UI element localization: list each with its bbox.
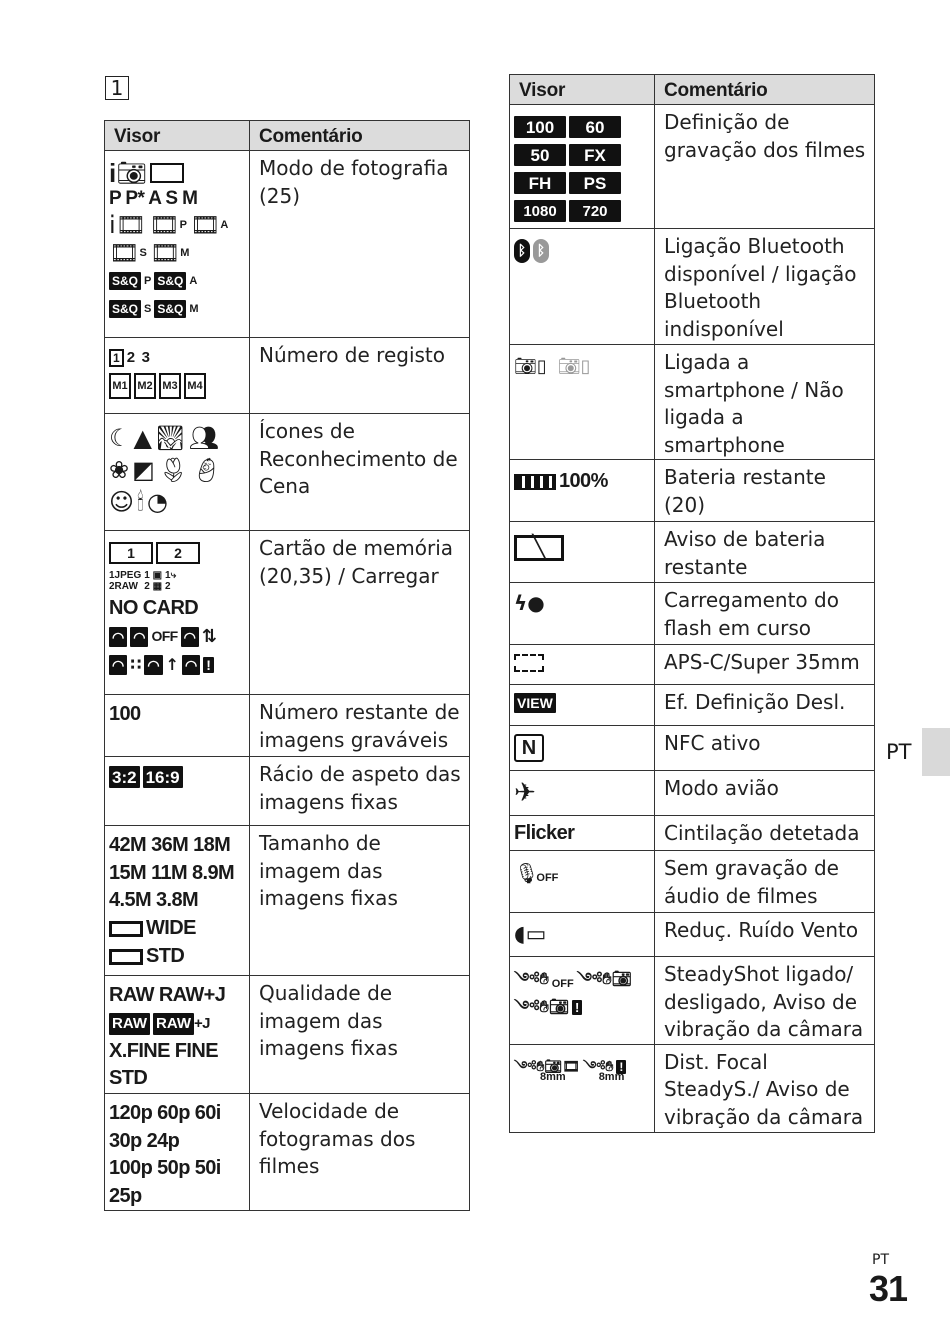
header-visor: Visor [105,121,250,151]
page-number: 31 [869,1268,908,1309]
comment-cell: Cartão de memória (20,35) / Carregar [250,531,470,695]
table-row [105,757,470,826]
sq-s-icon: S&Q [109,300,141,318]
focal-length-label: 8mm [540,1071,566,1083]
visor-cell [510,726,655,771]
frame-rate-line-3: 100p 50p 50i [109,1157,221,1179]
raw-jpeg-suffix: +J [194,1014,210,1032]
right-reference-table [509,74,875,1133]
memory-2-icon: M2 [134,373,156,399]
raw-jpeg-icon: RAW [153,1013,194,1035]
comment-cell: Sem gravação de áudio de filmes [655,851,875,913]
infant-icon: 👶︎ [191,456,222,484]
memory-3-icon: M3 [159,373,181,399]
recording-format-icons [109,567,244,595]
table-row [105,1094,470,1211]
upload-standby-icon: ◠ [109,655,127,675]
visor-cell [105,976,250,1094]
low-light-icon: ◔ [146,488,168,516]
comment-cell: Rácio de aspeto das imagens fixas [250,757,470,826]
sq-p-icon: S&Q [109,272,141,290]
visor-cell [510,851,655,913]
frame-rate-line-1: 120p 60p 60i [109,1102,221,1124]
std-label: STD [146,944,185,967]
image-sizes-line-3: 4.5M 3.8M [109,889,199,911]
visor-cell [510,583,655,645]
visor-cell [510,1044,655,1132]
sq-m-icon: S&Q [154,300,186,318]
aspect-3-2-icon: 3:2 [109,766,140,788]
portrait-group-icon: 👥︎ [188,424,219,452]
table-row [510,685,875,726]
night-scene-icon: ☾ [109,424,131,452]
steadyshot-off-label: OFF [551,977,574,990]
movie-s-icon: 🎞︎ S [109,239,147,267]
comment-cell: Definição de gravação dos filmes [655,105,875,229]
focal-warning-icon: ༺✋︎ [582,1058,614,1075]
frame-rate-line-2: 30p 24p [109,1129,180,1152]
battery-icon [514,474,556,490]
focal-warning-badge-icon: ! [616,1060,626,1074]
sq-a-icon: S&Q [154,272,186,290]
image-sizes-line-1: 42M 36M 18M [109,834,231,856]
table-row [510,771,875,816]
focal-length-icon: ༺✋︎📷︎🎞︎ [514,1058,580,1075]
quality-line-4: STD [109,1067,148,1089]
upload-progress-icon: ◠ [144,655,162,675]
footer-language: PT [872,1252,889,1268]
table-row [510,957,875,1045]
aps-c-icon [514,654,544,672]
no-card-label: NO CARD [109,597,199,619]
visor-cell [510,913,655,957]
quality-line-3: X.FINE FINE [109,1039,218,1062]
upload-icons-2 [109,651,244,679]
comment-cell: Modo avião [655,771,875,816]
visor-cell [510,771,655,816]
wide-panorama-icon [109,921,143,937]
std-panorama-icon [109,949,143,965]
visor-cell [510,645,655,685]
flicker-label: Flicker [514,822,575,844]
table-row [510,229,875,345]
camera-shake-warning-icon: ༺✋︎📷︎ [514,997,570,1016]
smartphone-connected-icon: 📷︎▯ [514,356,547,377]
face-icon: ☺ [109,488,135,516]
visor-cell [105,414,250,531]
visor-cell [510,345,655,460]
upload-error-icon: ◠ [182,655,200,675]
visor-cell [105,695,250,757]
sq-icons-2: S&Q S S&Q M [109,295,244,323]
comment-cell: Reduç. Ruído Vento [655,913,875,957]
table-row [105,338,470,414]
comment-cell: Bateria restante (20) [655,460,875,522]
memory-4-icon: M4 [184,373,206,399]
jpeg-raw-icon: 1JPEG 2RAW [109,570,142,592]
shooting-modes: P P* A S M [109,188,198,209]
table-row [510,913,875,957]
sq-icons-1: S&Q P S&Q A [109,267,244,295]
focal-length-label-2: 8mm [598,1071,625,1083]
comment-cell: Velocidade de fotogramas dos filmes [250,1094,470,1211]
record-setting-60-icon: 60 [569,116,621,138]
backlight-icon: ❀ [109,456,130,484]
uploading-icon: ◠ [181,627,199,647]
movie-m-icon: 🎞︎ M [149,239,190,267]
memory-recall-icons [109,372,244,400]
upload-icons-1 [109,623,244,651]
jpeg-movie-icon: 1 ▣ 2 ▦ [144,570,163,592]
night-portrait-icon: 🌄︎ [154,424,186,452]
bluetooth-on-icon: ᛒ [514,239,530,263]
header-comentario: Comentário [655,75,875,105]
visor-cell [510,522,655,583]
record-setting-50-icon: 50 [514,144,566,166]
table-header [105,121,470,151]
table-row [510,105,875,229]
record-setting-ps-icon: PS [569,172,621,194]
battery-warning-icon: ╲ [514,535,564,561]
comment-cell: Modo de fotografia (25) [250,151,470,338]
comment-cell: Carregamento do flash em curso [655,583,875,645]
table-row [510,816,875,851]
comment-cell: Tamanho de imagem das imagens fixas [250,826,470,976]
backlight-portrait-icon: ◩ [132,456,155,484]
table-row [105,695,470,757]
visor-cell [105,1094,250,1211]
upload-off-icon: ◠ [130,627,148,647]
relay-icon: 1⤷ 2 [165,570,177,592]
raw-icon: RAW [109,1013,150,1035]
shake-warning-icon: ! [572,1000,582,1015]
table-row [510,726,875,771]
movie-p-icon: 🎞︎ P [149,211,187,239]
table-row [105,976,470,1094]
remaining-images-value: 100 [109,703,141,725]
table-header [510,75,875,105]
table-row [105,531,470,695]
table-row [510,345,875,460]
upload-off-label: OFF [151,627,178,644]
memory-1-icon: M1 [109,373,131,399]
airplane-icon: ✈︎ [514,778,536,808]
comment-cell: Qualidade de imagem das imagens fixas [250,976,470,1094]
upload-icon: ◠ [109,627,127,647]
record-setting-720-icon: 720 [569,200,621,222]
up-arrow-icon: ↑ [165,654,179,674]
movie-auto-icon: i🎞︎ [109,211,147,239]
comment-cell: NFC ativo [655,726,875,771]
language-side-label: PT [886,740,912,764]
table-row [510,583,875,645]
comment-cell: Número restante de imagens graváveis [250,695,470,757]
landscape-icon: ▲ [133,424,152,452]
view-icon: VIEW [514,693,556,713]
visor-cell [105,757,250,826]
visor-cell [510,957,655,1045]
microphone-off-icon: 🎙︎ [514,861,540,885]
visor-cell [510,816,655,851]
warning-icon: ! [203,657,214,673]
header-comentario: Comentário [250,121,470,151]
flash-charging-icon: ϟ● [514,591,545,615]
wide-label: WIDE [146,916,196,939]
comment-cell: Ligada a smartphone / Não ligada a smartphone [655,345,875,460]
register-1-icon: 1 [109,349,124,367]
visor-cell [105,338,250,414]
comment-cell: Dist. Focal SteadyS./ Aviso de vibração da câmara [655,1044,875,1132]
intelligent-auto-icon: i 📷︎ [109,158,147,188]
spotlight-icon: 🕯︎ [137,488,144,516]
register-numbers: 2 3 [126,349,150,367]
mic-off-label: OFF [536,871,559,884]
record-setting-100-icon: 100 [514,116,566,138]
visor-cell [105,531,250,695]
macro-icon: 🌷︎ [157,456,189,484]
aspect-16-9-icon: 16:9 [143,766,183,788]
image-sizes-line-2: 15M 11M 8.9M [109,861,235,884]
movie-mode-icons [109,211,244,239]
table-row [510,645,875,685]
table-row [510,522,875,583]
record-setting-1080-icon: 1080 [514,200,566,222]
comment-cell: Aviso de bateria restante [655,522,875,583]
comment-cell: SteadyShot ligado/ desligado, Aviso de vibração da câmara [655,957,875,1045]
comment-cell: Ligação Bluetooth disponível / ligação Bluetooth indisponível [655,229,875,345]
battery-percentage: 100% [559,470,608,493]
panorama-icon [150,163,184,183]
record-setting-fx-icon: FX [569,144,621,166]
visor-cell [510,685,655,726]
header-visor: Visor [510,75,655,105]
comment-cell: Cintilação detetada [655,816,875,851]
table-row [510,1044,875,1132]
left-reference-table [104,120,470,1211]
colon-icon: ∷ [130,654,142,674]
visor-cell [510,105,655,229]
frame-rate-line-4: 25p [109,1184,142,1207]
visor-cell [510,460,655,522]
visor-cell [510,229,655,345]
record-setting-fh-icon: FH [514,172,566,194]
comment-cell: APS-C/Super 35mm [655,645,875,685]
bluetooth-off-icon: ᛒ [533,239,549,263]
table-row [105,414,470,531]
table-row [105,826,470,976]
smartphone-disconnected-icon: 📷︎▯ [557,356,591,377]
steadyshot-off-icon: ༺✋︎ [514,969,549,988]
wind-noise-icon: ◖▭ [514,922,547,947]
section-marker: 1 [105,76,129,100]
table-row [510,851,875,913]
comment-cell: Ef. Definição Desl. [655,685,875,726]
movie-sm-icons [109,239,244,267]
visor-cell [105,151,250,338]
steadyshot-on-icon: ༺✋︎📷︎ [576,969,632,988]
movie-a-icon: 🎞︎ A [189,211,229,239]
comment-cell: Número de registo [250,338,470,414]
table-row [510,460,875,522]
language-side-tab [922,728,950,776]
memory-card-slot-2-icon: 2 [156,542,200,564]
nfc-icon: N [514,734,544,762]
comment-cell: Ícones de Reconhecimento de Cena [250,414,470,531]
quality-line-1: RAW RAW+J [109,984,226,1006]
visor-cell [105,826,250,976]
memory-card-slot-1-icon: 1 [109,542,153,564]
transfer-arrows-icon: ⇅ [201,625,217,647]
table-row [105,151,470,338]
